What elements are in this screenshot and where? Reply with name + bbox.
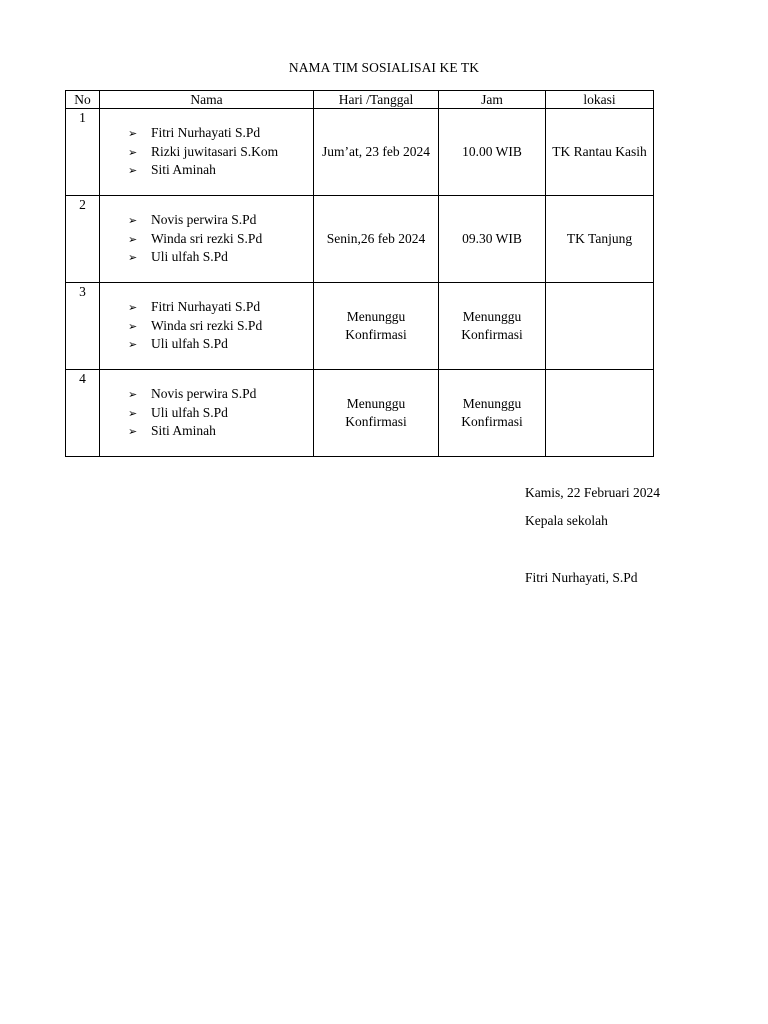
row-number: 3 bbox=[66, 283, 100, 370]
arrowhead-bullet-icon: ➢ bbox=[128, 425, 138, 439]
member-name: Uli ulfah S.Pd bbox=[151, 249, 228, 265]
member-name: Winda sri rezki S.Pd bbox=[151, 317, 263, 333]
time-text: 10.00 WIB bbox=[462, 144, 522, 159]
list-item bbox=[128, 317, 313, 336]
table-header-row bbox=[66, 91, 654, 109]
arrowhead-bullet-icon: ➢ bbox=[128, 145, 138, 159]
date-text: Jum’at, 23 feb 2024 bbox=[322, 144, 430, 159]
row-number: 1 bbox=[66, 109, 100, 196]
arrowhead-bullet-icon: ➢ bbox=[128, 319, 138, 333]
member-name: Fitri Nurhayati S.Pd bbox=[151, 125, 261, 141]
list-item bbox=[128, 335, 313, 354]
date-cell bbox=[314, 196, 439, 283]
header-nama: Nama bbox=[100, 91, 314, 109]
row-number: 2 bbox=[66, 196, 100, 283]
team-members-cell bbox=[100, 109, 314, 196]
time-cell bbox=[439, 196, 546, 283]
time-cell bbox=[439, 370, 546, 457]
arrowhead-bullet-icon: ➢ bbox=[128, 232, 138, 246]
team-members-cell bbox=[100, 283, 314, 370]
arrowhead-bullet-icon: ➢ bbox=[128, 301, 138, 315]
location-cell bbox=[546, 370, 654, 457]
arrowhead-bullet-icon: ➢ bbox=[128, 338, 138, 352]
location-cell bbox=[546, 283, 654, 370]
member-name: Siti Aminah bbox=[151, 423, 216, 439]
header-no: No bbox=[66, 91, 100, 109]
list-item bbox=[128, 161, 313, 180]
time-cell bbox=[439, 283, 546, 370]
member-name: Novis perwira S.Pd bbox=[151, 212, 257, 228]
list-item bbox=[128, 422, 313, 441]
date-text: Senin,26 feb 2024 bbox=[326, 231, 426, 246]
header-jam: Jam bbox=[439, 91, 546, 109]
date-cell bbox=[314, 109, 439, 196]
member-name: Uli ulfah S.Pd bbox=[151, 336, 228, 352]
arrowhead-bullet-icon: ➢ bbox=[128, 251, 138, 265]
team-members-list bbox=[100, 298, 313, 354]
location-cell bbox=[546, 109, 654, 196]
member-name: Siti Aminah bbox=[151, 162, 216, 178]
header-hari-tanggal: Hari /Tanggal bbox=[314, 91, 439, 109]
list-item bbox=[128, 404, 313, 423]
table-row bbox=[66, 109, 654, 196]
member-name: Winda sri rezki S.Pd bbox=[151, 230, 263, 246]
time-text: 09.30 WIB bbox=[462, 231, 522, 246]
table-row bbox=[66, 196, 654, 283]
team-members-list bbox=[100, 385, 313, 441]
list-item bbox=[128, 248, 313, 267]
signature-name: Fitri Nurhayati, S.Pd bbox=[525, 570, 638, 585]
date-text: Menunggu Konfirmasi bbox=[345, 396, 407, 429]
arrowhead-bullet-icon: ➢ bbox=[128, 164, 138, 178]
member-name: Rizki juwitasari S.Kom bbox=[151, 143, 279, 159]
member-name: Fitri Nurhayati S.Pd bbox=[151, 299, 261, 315]
time-text: Menunggu Konfirmasi bbox=[461, 396, 523, 429]
member-name: Uli ulfah S.Pd bbox=[151, 404, 228, 420]
time-cell bbox=[439, 109, 546, 196]
row-number: 4 bbox=[66, 370, 100, 457]
table-row bbox=[66, 283, 654, 370]
list-item bbox=[128, 230, 313, 249]
location-cell bbox=[546, 196, 654, 283]
member-name: Novis perwira S.Pd bbox=[151, 386, 257, 402]
list-item bbox=[128, 385, 313, 404]
list-item bbox=[128, 298, 313, 317]
arrowhead-bullet-icon: ➢ bbox=[128, 406, 138, 420]
team-schedule-table bbox=[65, 90, 654, 457]
team-members-list bbox=[100, 211, 313, 267]
date-cell bbox=[314, 370, 439, 457]
list-item bbox=[128, 124, 313, 143]
arrowhead-bullet-icon: ➢ bbox=[128, 127, 138, 141]
signature-date: Kamis, 22 Februari 2024 bbox=[525, 485, 660, 500]
arrowhead-bullet-icon: ➢ bbox=[128, 214, 138, 228]
date-cell bbox=[314, 283, 439, 370]
date-text: Menunggu Konfirmasi bbox=[345, 309, 407, 342]
table-row bbox=[66, 370, 654, 457]
list-item bbox=[128, 143, 313, 162]
location-text: TK Tanjung bbox=[566, 231, 633, 246]
document-title: NAMA TIM SOSIALISAI KE TK bbox=[288, 60, 480, 75]
arrowhead-bullet-icon: ➢ bbox=[128, 388, 138, 402]
time-text: Menunggu Konfirmasi bbox=[461, 309, 523, 342]
team-members-cell bbox=[100, 196, 314, 283]
signature-position: Kepala sekolah bbox=[525, 513, 608, 528]
header-lokasi: lokasi bbox=[546, 91, 654, 109]
list-item bbox=[128, 211, 313, 230]
team-members-cell bbox=[100, 370, 314, 457]
team-members-list bbox=[100, 124, 313, 180]
location-text: TK Rantau Kasih bbox=[552, 144, 647, 159]
